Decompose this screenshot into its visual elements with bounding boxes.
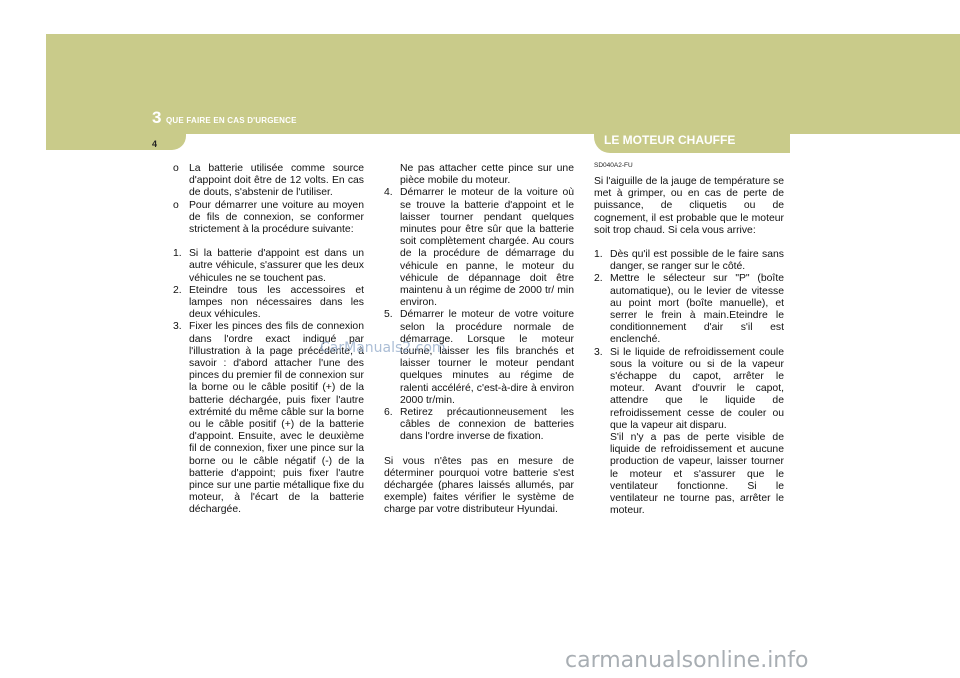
step-item [384,309,574,407]
column-right [594,162,784,517]
paragraph-text: Si vous n'êtes pas en mesure de déterminer pourquoi votre batterie s'est déchargée (phares laissés allumés, par exemple) faites vérifier le système de charge par votre distributeur Hyundai. [384,455,574,516]
step-item [594,347,784,432]
step-marker: 3. [594,346,603,358]
chapter-number: 3 [152,108,162,127]
watermark-center: CarManuals2.com [320,340,446,356]
page-number: 4 [152,139,158,149]
page-number-tab [46,134,186,150]
step-text: Si le liquide de refroidissement coule sous la voiture ou si de la vapeur s'échappe du capot, arrêter le moteur. Avant d'ouvrir le capot, attendre que le liquide de refroidissement cesse de couler ou que la vapeur ait disparu. [610,346,784,431]
intro-text: Si l'aiguille de la jauge de température se met à grimper, ou en cas de perte de puissance, de cliquetis ou de cognement, il est probable que le moteur soit trop chaud. Si cela vous arrive: [594,176,784,236]
step-marker: 2. [594,273,603,285]
bullet-item [173,200,364,237]
step-text: Démarrer le moteur de la voiture où se trouve la batterie d'appoint et le laisser tourner pendant quelques minutes pour être sûr que la batterie soit complètement chargée. Au cours de la procédure de démarrage du véhicule en panne, le moteur du véhicule de dépannage doit être maintenu à un régime de 2000 tr/ min environ. [400,187,574,309]
bullet-marker: o [173,163,179,174]
step-item [384,187,574,309]
reference-code: SD040A2-FU [594,162,633,169]
step-item [173,248,364,285]
step-text: Démarrer le moteur de votre voiture selon la procédure normale de démarrage. Lorsque le moteur tourne, laisser les fils branchés et laisser tourner le moteur pendant quelques minutes au régime de ralenti accéléré, c'est-à-dire à environ 2000 tr/min. [400,309,574,406]
step-text: Fixer les pinces des fils de connexion dans l'ordre exact indiqué par l'illustration à la page précédente, à savoir : d'abord attacher l'une des pinces du premier fil de connexion sur la borne ou le câble positif (+) de la batterie déchargée, puis fixer l'autre extrémité du même câble sur la borne ou le câble positif (+) de la batterie d'appoint. Ensuite, avec le deuxième fil de connexion, fixer une pince sur la borne ou le câble négatif (-) de la batterie d'appoint; puis fixer l'autre pince sur une partie métallique fixe du moteur, à l'écart de la batterie déchargée. [189,321,365,516]
section-title: LE MOTEUR CHAUFFE [604,133,736,147]
step-marker: 4. [384,187,393,199]
step-continuation: Ne pas attacher cette pince sur une pièce mobile du moteur. [400,163,574,187]
step-marker: 5. [384,309,393,321]
bullet-text: La batterie utilisée comme source d'appoint doit être de 12 volts. En cas de douts, s'abstenir de l'utiliser. [189,163,364,199]
spacer [594,237,784,249]
spacer [384,444,574,456]
step-item [594,273,784,346]
spacer [173,236,364,248]
step-marker: 6. [384,407,393,419]
step-item [384,407,574,444]
bullet-item [173,163,364,200]
watermark-footer[interactable]: carmanualsonline.info [565,648,809,673]
step-marker: 3. [173,321,182,333]
step-text: Dès qu'il est possible de le faire sans danger, se ranger sur le côté. [610,249,784,273]
step-item [594,249,784,273]
step-text: Eteindre tous les accessoires et lampes non nécessaires dans les deux véhicules. [189,284,364,321]
step-text: Si la batterie d'appoint est dans un autre véhicule, s'assurer que les deux véhicules ne se touchent pas. [189,248,364,284]
bullet-marker: o [173,199,179,211]
step-marker: 1. [594,249,603,261]
step-marker: 2. [173,284,182,296]
step-marker: 1. [173,248,182,260]
step-text: Mettre le sélecteur sur "P" (boîte automatique), ou le levier de vitesse au point mort (boîte manuelle), et serrer le frein à main.Eteindre le conditionnement d'air s'il est enclenché. [610,273,784,346]
step-continuation: S'il n'y a pas de perte visible de liquide de refroidissement et aucune production de vapeur, laisser tourner le moteur et s'assurer que le ventilateur fonctionne. Si le ventilateur ne tourne pas, arrêter le moteur. [610,432,784,517]
bullet-text: Pour démarrer une voiture au moyen de fils de connexion, se conformer strictement à la procédure suivante: [189,199,364,236]
step-item [173,285,364,322]
step-text: Retirez précautionneusement les câbles de connexion de batteries dans l'ordre inverse de fixation. [400,407,574,443]
chapter-title: QUE FAIRE EN CAS D'URGENCE [166,116,297,125]
